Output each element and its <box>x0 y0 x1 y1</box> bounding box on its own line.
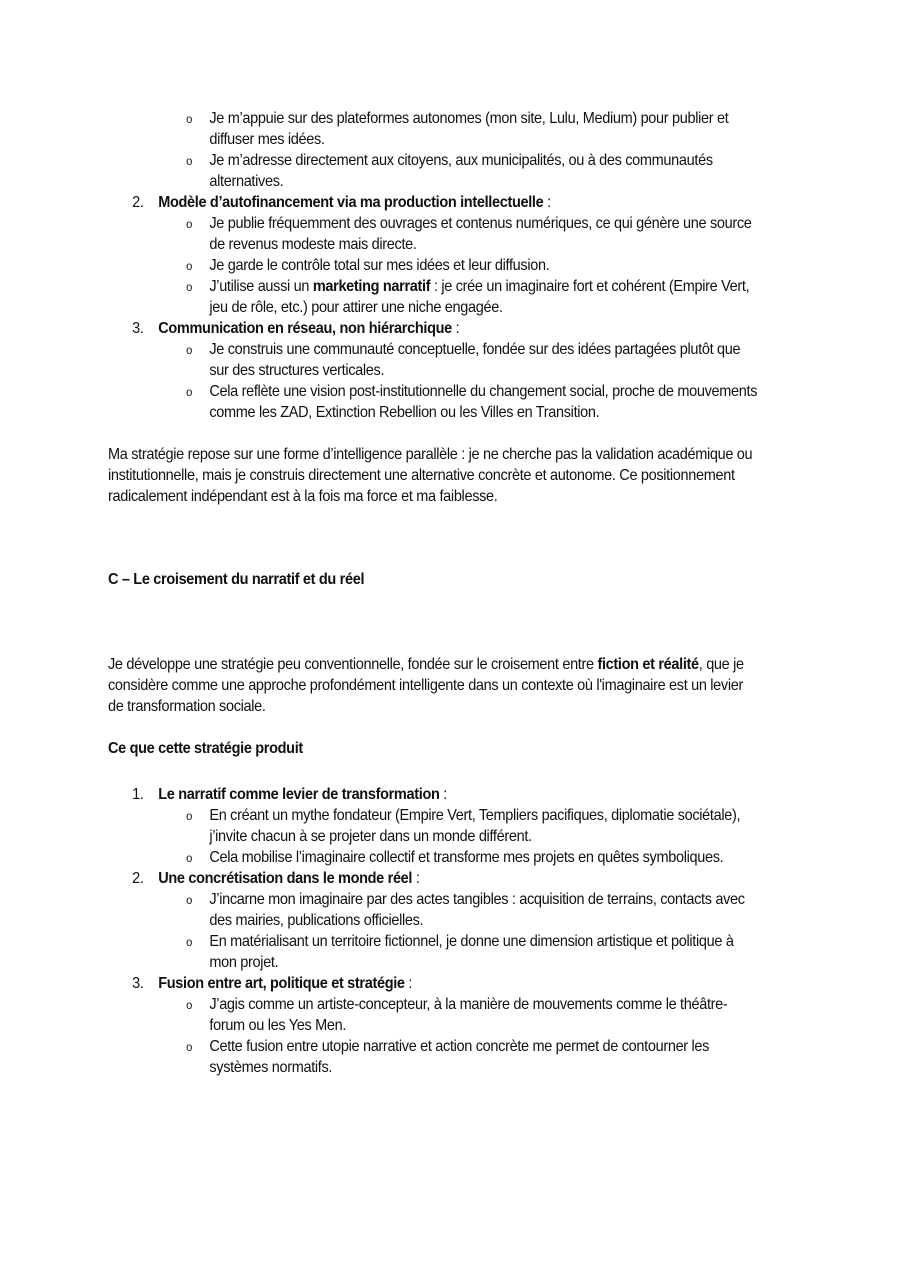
list-item: o J’incarne mon imaginaire par des actes tangibles : acquisition de terrains, contacts avec des mairies, publications officielles. <box>186 891 745 929</box>
list-item: o Je publie fréquemment des ouvrages et contenus numériques, ce qui génère une source de revenus modeste mais directe. <box>186 215 752 253</box>
bullet-icon: o <box>186 809 193 823</box>
bullet-icon: o <box>186 343 193 357</box>
numbered-item: 3. Communication en réseau, non hiérarchique : <box>132 320 460 337</box>
section-heading: C – Le croisement du narratif et du réel <box>108 571 365 588</box>
bullet-icon: o <box>186 217 193 231</box>
subheading: Ce que cette stratégie produit <box>108 740 303 757</box>
summary-paragraph: Ma stratégie repose sur une forme d’intelligence parallèle : je ne cherche pas la validation académique ou institutionnelle, mais je construis directement une alternative concrète et autonome. Ce positionnement radicalement indépendant est à la fois ma force et ma faiblesse. <box>108 446 753 505</box>
list-item: o J’agis comme un artiste-concepteur, à la manière de mouvements comme le théâtre-forum ou les Yes Men. <box>186 996 728 1034</box>
bullet-icon: o <box>186 112 193 126</box>
bullet-icon: o <box>186 1040 193 1054</box>
bullet-icon: o <box>186 280 193 294</box>
list-item: o Je m’adresse directement aux citoyens, aux municipalités, ou à des communautés alternatives. <box>186 152 713 190</box>
continued-list <box>108 108 759 423</box>
list-item: o Je garde le contrôle total sur mes idées et leur diffusion. <box>108 255 759 276</box>
bullet-icon: o <box>186 154 193 168</box>
list-item: o En créant un mythe fondateur (Empire Vert, Templiers pacifiques, diplomatie sociétale), j’invite chacun à se projeter dans un monde différent. <box>186 807 741 845</box>
list-item: o Cette fusion entre utopie narrative et action concrète me permet de contourner les systèmes normatifs. <box>186 1038 710 1076</box>
list-item: o Cela reflète une vision post-institutionnelle du changement social, proche de mouvements comme les ZAD, Extinction Rebellion ou les Villes en Transition. <box>186 383 758 421</box>
bullet-icon: o <box>186 385 193 399</box>
bullet-icon: o <box>186 935 193 949</box>
list-item: o Je m’appuie sur des plateformes autonomes (mon site, Lulu, Medium) pour publier et diffuser mes idées. <box>186 110 729 148</box>
bullet-icon: o <box>186 851 193 865</box>
numbered-item: 1. Le narratif comme levier de transformation : <box>132 786 447 803</box>
numbered-item: 3. Fusion entre art, politique et stratégie : <box>132 975 413 992</box>
list-item: o Cela mobilise l’imaginaire collectif et transforme mes projets en quêtes symboliques. <box>108 847 759 868</box>
bullet-icon: o <box>186 998 193 1012</box>
list-item: o Je construis une communauté conceptuelle, fondée sur des idées partagées plutôt que sur des structures verticales. <box>186 341 741 379</box>
intro-paragraph: Je développe une stratégie peu conventionnelle, fondée sur le croisement entre fiction et réalité, que je considère comme une approche profondément intelligente dans un contexte où l'imaginaire est un levier de transformation sociale. <box>108 656 744 715</box>
numbered-item: 2. Une concrétisation dans le monde réel : <box>132 870 420 887</box>
list-item: o En matérialisant un territoire fictionnel, je donne une dimension artistique et politique à mon projet. <box>186 933 734 971</box>
numbered-item: 2. Modèle d’autofinancement via ma production intellectuelle : <box>132 194 551 211</box>
bullet-icon: o <box>186 893 193 907</box>
bullet-icon: o <box>186 259 193 273</box>
strategy-list <box>108 784 759 1078</box>
list-item: o J’utilise aussi un marketing narratif : je crée un imaginaire fort et cohérent (Empire Vert, jeu de rôle, etc.) pour attirer une niche engagée. <box>186 278 750 316</box>
